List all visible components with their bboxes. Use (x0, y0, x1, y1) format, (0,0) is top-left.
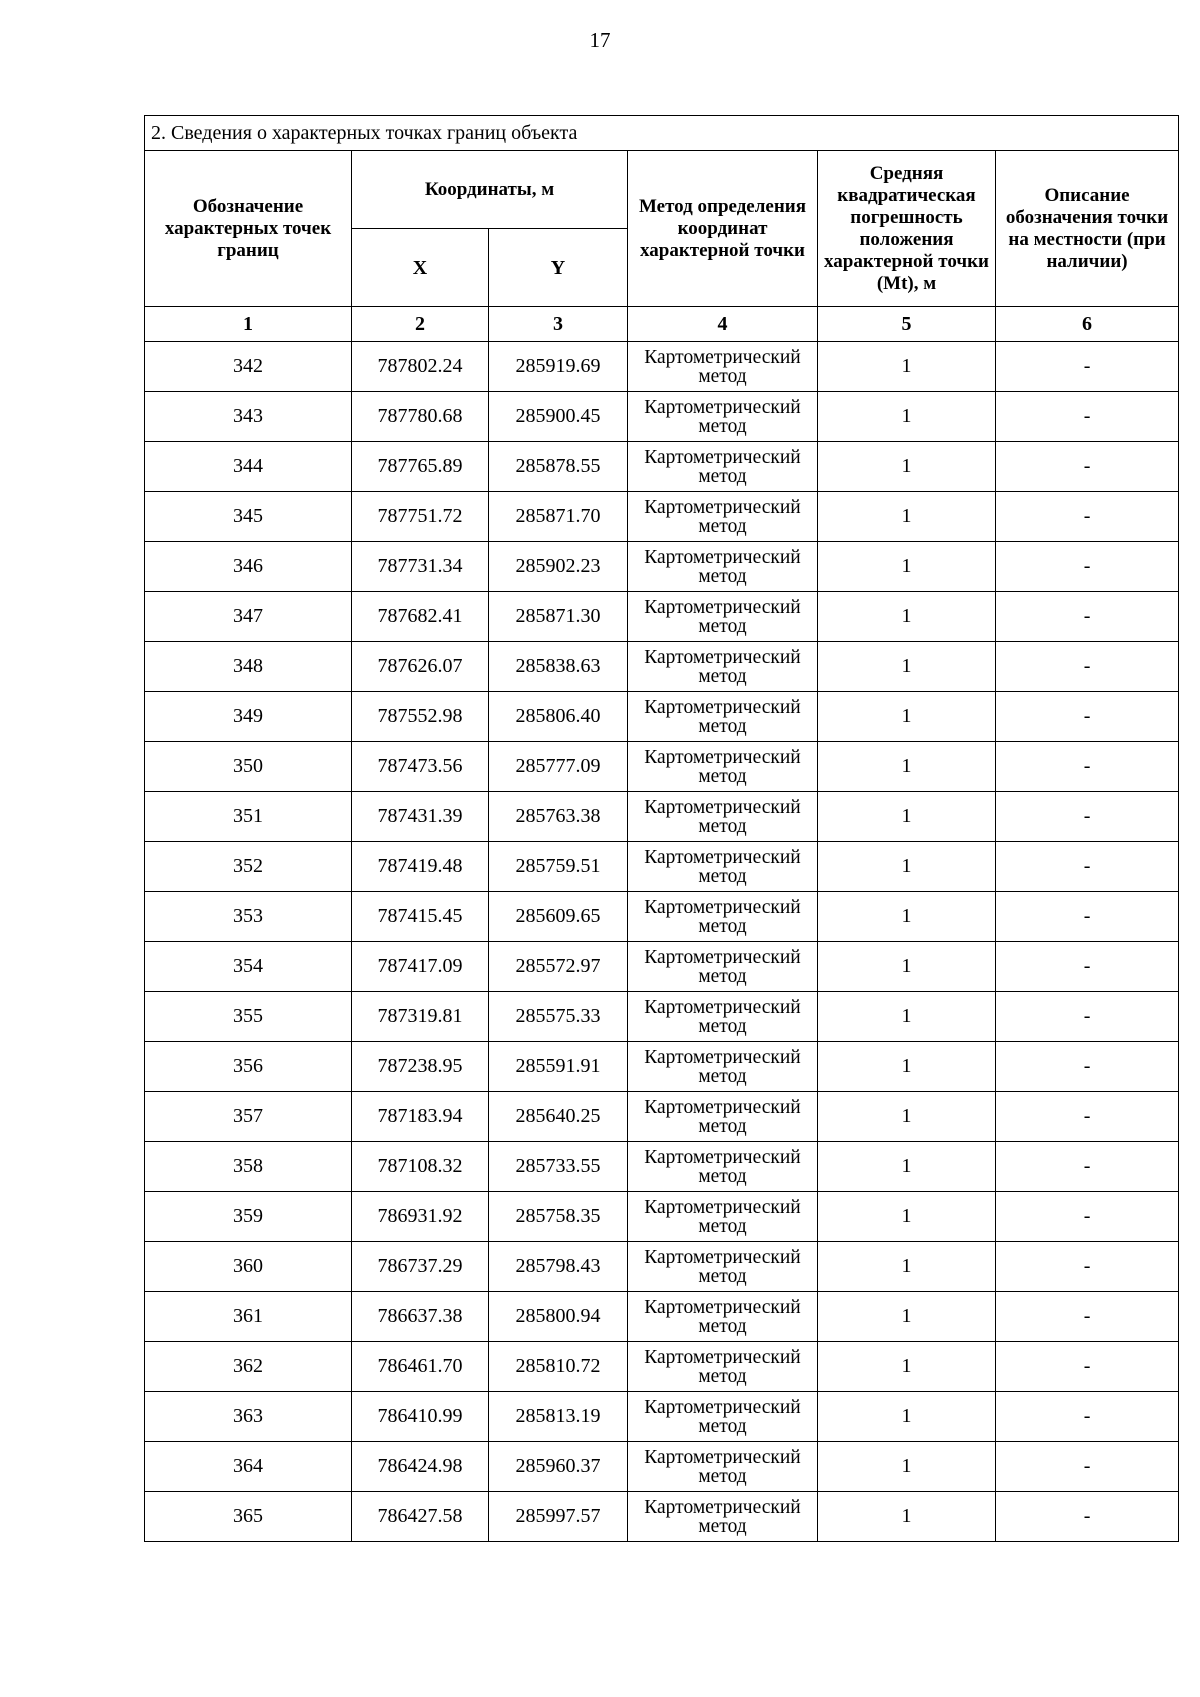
description-cell: - (996, 392, 1179, 442)
point-id-cell: 346 (145, 542, 352, 592)
x-coordinate-cell: 786461.70 (352, 1342, 489, 1392)
method-cell (628, 1492, 818, 1542)
method-line-2: метод (698, 765, 747, 787)
table-row (145, 792, 1179, 842)
table-row (145, 1292, 1179, 1342)
column-number: 4 (628, 307, 818, 342)
column-number: 5 (818, 307, 996, 342)
point-id-cell: 343 (145, 392, 352, 442)
x-coordinate-cell: 787780.68 (352, 392, 489, 442)
x-coordinate-cell: 787802.24 (352, 342, 489, 392)
point-id-cell: 344 (145, 442, 352, 492)
method-cell (628, 992, 818, 1042)
method-line-2: метод (698, 1315, 747, 1337)
table-row (145, 1042, 1179, 1092)
method-line-1: Картометрический (644, 546, 801, 568)
accuracy-cell: 1 (818, 1392, 996, 1442)
method-line-1: Картометрический (644, 946, 801, 968)
method-cell (628, 1292, 818, 1342)
table-row (145, 1342, 1179, 1392)
description-cell: - (996, 992, 1179, 1042)
method-line-2: метод (698, 1115, 747, 1137)
point-id-cell: 364 (145, 1442, 352, 1492)
method-line-1: Картометрический (644, 1496, 801, 1518)
method-line-2: метод (698, 565, 747, 587)
table-row (145, 842, 1179, 892)
method-cell (628, 1342, 818, 1392)
method-line-2: метод (698, 715, 747, 737)
table-row (145, 742, 1179, 792)
description-cell: - (996, 1492, 1179, 1542)
point-id-cell: 351 (145, 792, 352, 842)
point-id-cell: 347 (145, 592, 352, 642)
method-line-2: метод (698, 965, 747, 987)
description-cell: - (996, 1342, 1179, 1392)
point-id-cell: 353 (145, 892, 352, 942)
description-cell: - (996, 892, 1179, 942)
accuracy-cell: 1 (818, 542, 996, 592)
method-line-1: Картометрический (644, 1396, 801, 1418)
method-line-1: Картометрический (644, 346, 801, 368)
y-coordinate-cell: 285609.65 (489, 892, 628, 942)
method-cell (628, 1392, 818, 1442)
accuracy-cell: 1 (818, 1342, 996, 1392)
accuracy-cell: 1 (818, 1042, 996, 1092)
x-coordinate-cell: 787183.94 (352, 1092, 489, 1142)
y-coordinate-cell: 285572.97 (489, 942, 628, 992)
table-row (145, 342, 1179, 392)
method-line-2: метод (698, 1465, 747, 1487)
description-cell: - (996, 1292, 1179, 1342)
method-line-2: метод (698, 515, 747, 537)
table-row (145, 1492, 1179, 1542)
method-line-1: Картометрический (644, 646, 801, 668)
method-line-2: метод (698, 1365, 747, 1387)
table-row (145, 542, 1179, 592)
description-cell: - (996, 942, 1179, 992)
method-cell (628, 642, 818, 692)
x-coordinate-cell: 786931.92 (352, 1192, 489, 1242)
y-coordinate-cell: 285919.69 (489, 342, 628, 392)
x-coordinate-cell: 787731.34 (352, 542, 489, 592)
y-coordinate-cell: 285878.55 (489, 442, 628, 492)
point-id-cell: 365 (145, 1492, 352, 1542)
method-cell (628, 842, 818, 892)
point-id-cell: 352 (145, 842, 352, 892)
x-coordinate-cell: 787417.09 (352, 942, 489, 992)
accuracy-cell: 1 (818, 692, 996, 742)
header-coordinates: Координаты, м (352, 151, 628, 229)
y-coordinate-cell: 285591.91 (489, 1042, 628, 1092)
description-cell: - (996, 342, 1179, 392)
method-line-2: метод (698, 1265, 747, 1287)
method-cell (628, 942, 818, 992)
table-row (145, 1192, 1179, 1242)
y-coordinate-cell: 285810.72 (489, 1342, 628, 1392)
accuracy-cell: 1 (818, 1492, 996, 1542)
x-coordinate-cell: 786427.58 (352, 1492, 489, 1542)
point-id-cell: 354 (145, 942, 352, 992)
method-line-2: метод (698, 465, 747, 487)
table-row (145, 1092, 1179, 1142)
method-line-1: Картометрический (644, 596, 801, 618)
method-cell (628, 1192, 818, 1242)
method-line-1: Картометрический (644, 1246, 801, 1268)
column-number: 3 (489, 307, 628, 342)
accuracy-cell: 1 (818, 492, 996, 542)
method-line-1: Картометрический (644, 446, 801, 468)
x-coordinate-cell: 786410.99 (352, 1392, 489, 1442)
x-coordinate-cell: 787751.72 (352, 492, 489, 542)
y-coordinate-cell: 285806.40 (489, 692, 628, 742)
method-cell (628, 592, 818, 642)
accuracy-cell: 1 (818, 1242, 996, 1292)
method-line-2: метод (698, 415, 747, 437)
method-line-2: метод (698, 1015, 747, 1037)
method-cell (628, 1042, 818, 1092)
method-cell (628, 1442, 818, 1492)
table-row (145, 692, 1179, 742)
point-id-cell: 348 (145, 642, 352, 692)
table-row (145, 1142, 1179, 1192)
method-line-1: Картометрический (644, 1296, 801, 1318)
method-cell (628, 742, 818, 792)
x-coordinate-cell: 787415.45 (352, 892, 489, 942)
description-cell: - (996, 1242, 1179, 1292)
description-cell: - (996, 1192, 1179, 1242)
point-id-cell: 356 (145, 1042, 352, 1092)
point-id-cell: 363 (145, 1392, 352, 1442)
table-row (145, 1392, 1179, 1442)
method-line-1: Картометрический (644, 696, 801, 718)
description-cell: - (996, 742, 1179, 792)
accuracy-cell: 1 (818, 442, 996, 492)
accuracy-cell: 1 (818, 992, 996, 1042)
method-line-1: Картометрический (644, 1446, 801, 1468)
method-line-2: метод (698, 615, 747, 637)
description-cell: - (996, 442, 1179, 492)
method-line-2: метод (698, 1215, 747, 1237)
method-line-1: Картометрический (644, 846, 801, 868)
y-coordinate-cell: 285960.37 (489, 1442, 628, 1492)
accuracy-cell: 1 (818, 642, 996, 692)
y-coordinate-cell: 285997.57 (489, 1492, 628, 1542)
point-id-cell: 360 (145, 1242, 352, 1292)
point-id-cell: 357 (145, 1092, 352, 1142)
method-line-1: Картометрический (644, 896, 801, 918)
method-cell (628, 442, 818, 492)
description-cell: - (996, 642, 1179, 692)
method-cell (628, 1142, 818, 1192)
column-number: 6 (996, 307, 1179, 342)
y-coordinate-cell: 285575.33 (489, 992, 628, 1042)
description-cell: - (996, 1142, 1179, 1192)
y-coordinate-cell: 285777.09 (489, 742, 628, 792)
method-line-1: Картометрический (644, 1196, 801, 1218)
method-line-1: Картометрический (644, 746, 801, 768)
method-line-2: метод (698, 815, 747, 837)
accuracy-cell: 1 (818, 1192, 996, 1242)
method-line-2: метод (698, 665, 747, 687)
method-line-1: Картометрический (644, 996, 801, 1018)
point-id-cell: 355 (145, 992, 352, 1042)
y-coordinate-cell: 285763.38 (489, 792, 628, 842)
accuracy-cell: 1 (818, 592, 996, 642)
description-cell: - (996, 542, 1179, 592)
x-coordinate-cell: 786737.29 (352, 1242, 489, 1292)
table-row (145, 1242, 1179, 1292)
method-cell (628, 542, 818, 592)
column-number: 1 (145, 307, 352, 342)
x-coordinate-cell: 786637.38 (352, 1292, 489, 1342)
description-cell: - (996, 492, 1179, 542)
method-line-2: метод (698, 915, 747, 937)
y-coordinate-cell: 285871.70 (489, 492, 628, 542)
method-cell (628, 692, 818, 742)
y-coordinate-cell: 285759.51 (489, 842, 628, 892)
y-coordinate-cell: 285640.25 (489, 1092, 628, 1142)
accuracy-cell: 1 (818, 742, 996, 792)
accuracy-cell: 1 (818, 1092, 996, 1142)
method-cell (628, 392, 818, 442)
table-row (145, 992, 1179, 1042)
method-cell (628, 492, 818, 542)
table-row (145, 642, 1179, 692)
table-row (145, 492, 1179, 542)
y-coordinate-cell: 285902.23 (489, 542, 628, 592)
accuracy-cell: 1 (818, 1442, 996, 1492)
accuracy-cell: 1 (818, 892, 996, 942)
table-row (145, 942, 1179, 992)
x-coordinate-cell: 787108.32 (352, 1142, 489, 1192)
x-coordinate-cell: 787765.89 (352, 442, 489, 492)
accuracy-cell: 1 (818, 1142, 996, 1192)
y-coordinate-cell: 285838.63 (489, 642, 628, 692)
method-line-1: Картометрический (644, 1146, 801, 1168)
accuracy-cell: 1 (818, 942, 996, 992)
header-y: Y (489, 229, 628, 307)
method-line-2: метод (698, 365, 747, 387)
accuracy-cell: 1 (818, 842, 996, 892)
points-table-body (145, 342, 1179, 1542)
y-coordinate-cell: 285871.30 (489, 592, 628, 642)
method-cell (628, 1242, 818, 1292)
table-row (145, 592, 1179, 642)
description-cell: - (996, 1042, 1179, 1092)
method-cell (628, 892, 818, 942)
point-id-cell: 349 (145, 692, 352, 742)
y-coordinate-cell: 285758.35 (489, 1192, 628, 1242)
table-row (145, 892, 1179, 942)
table-row (145, 442, 1179, 492)
x-coordinate-cell: 787319.81 (352, 992, 489, 1042)
accuracy-cell: 1 (818, 1292, 996, 1342)
method-cell (628, 792, 818, 842)
method-line-1: Картометрический (644, 796, 801, 818)
x-coordinate-cell: 787552.98 (352, 692, 489, 742)
y-coordinate-cell: 285800.94 (489, 1292, 628, 1342)
description-cell: - (996, 792, 1179, 842)
point-id-cell: 362 (145, 1342, 352, 1392)
description-cell: - (996, 842, 1179, 892)
method-line-2: метод (698, 865, 747, 887)
accuracy-cell: 1 (818, 792, 996, 842)
y-coordinate-cell: 285798.43 (489, 1242, 628, 1292)
x-coordinate-cell: 786424.98 (352, 1442, 489, 1492)
accuracy-cell: 1 (818, 392, 996, 442)
point-id-cell: 358 (145, 1142, 352, 1192)
x-coordinate-cell: 787626.07 (352, 642, 489, 692)
x-coordinate-cell: 787473.56 (352, 742, 489, 792)
section-title: 2. Сведения о характерных точках границ объекта (145, 116, 1179, 151)
y-coordinate-cell: 285813.19 (489, 1392, 628, 1442)
header-designation: Обозначение характерных точек границ (145, 151, 352, 307)
x-coordinate-cell: 787682.41 (352, 592, 489, 642)
method-line-2: метод (698, 1065, 747, 1087)
method-line-1: Картометрический (644, 1046, 801, 1068)
x-coordinate-cell: 787419.48 (352, 842, 489, 892)
header-description: Описание обозначения точки на местности (при наличии) (996, 151, 1179, 307)
point-id-cell: 359 (145, 1192, 352, 1242)
method-cell (628, 342, 818, 392)
boundary-points-table (144, 115, 1179, 1542)
description-cell: - (996, 592, 1179, 642)
accuracy-cell: 1 (818, 342, 996, 392)
y-coordinate-cell: 285900.45 (489, 392, 628, 442)
point-id-cell: 361 (145, 1292, 352, 1342)
description-cell: - (996, 1392, 1179, 1442)
method-line-1: Картометрический (644, 1346, 801, 1368)
method-line-2: метод (698, 1415, 747, 1437)
description-cell: - (996, 1092, 1179, 1142)
method-line-1: Картометрический (644, 396, 801, 418)
column-number-row (145, 307, 1179, 342)
method-cell (628, 1092, 818, 1142)
method-line-2: метод (698, 1515, 747, 1537)
column-number: 2 (352, 307, 489, 342)
point-id-cell: 342 (145, 342, 352, 392)
method-line-1: Картометрический (644, 496, 801, 518)
header-method: Метод определения координат характерной точки (628, 151, 818, 307)
y-coordinate-cell: 285733.55 (489, 1142, 628, 1192)
header-accuracy: Средняя квадратическая погрешность положения характерной точки (Mt), м (818, 151, 996, 307)
point-id-cell: 345 (145, 492, 352, 542)
table-row (145, 1442, 1179, 1492)
x-coordinate-cell: 787431.39 (352, 792, 489, 842)
page-number: 17 (589, 28, 611, 52)
x-coordinate-cell: 787238.95 (352, 1042, 489, 1092)
table-row (145, 392, 1179, 442)
header-x: X (352, 229, 489, 307)
description-cell: - (996, 692, 1179, 742)
method-line-1: Картометрический (644, 1096, 801, 1118)
method-line-2: метод (698, 1165, 747, 1187)
description-cell: - (996, 1442, 1179, 1492)
point-id-cell: 350 (145, 742, 352, 792)
